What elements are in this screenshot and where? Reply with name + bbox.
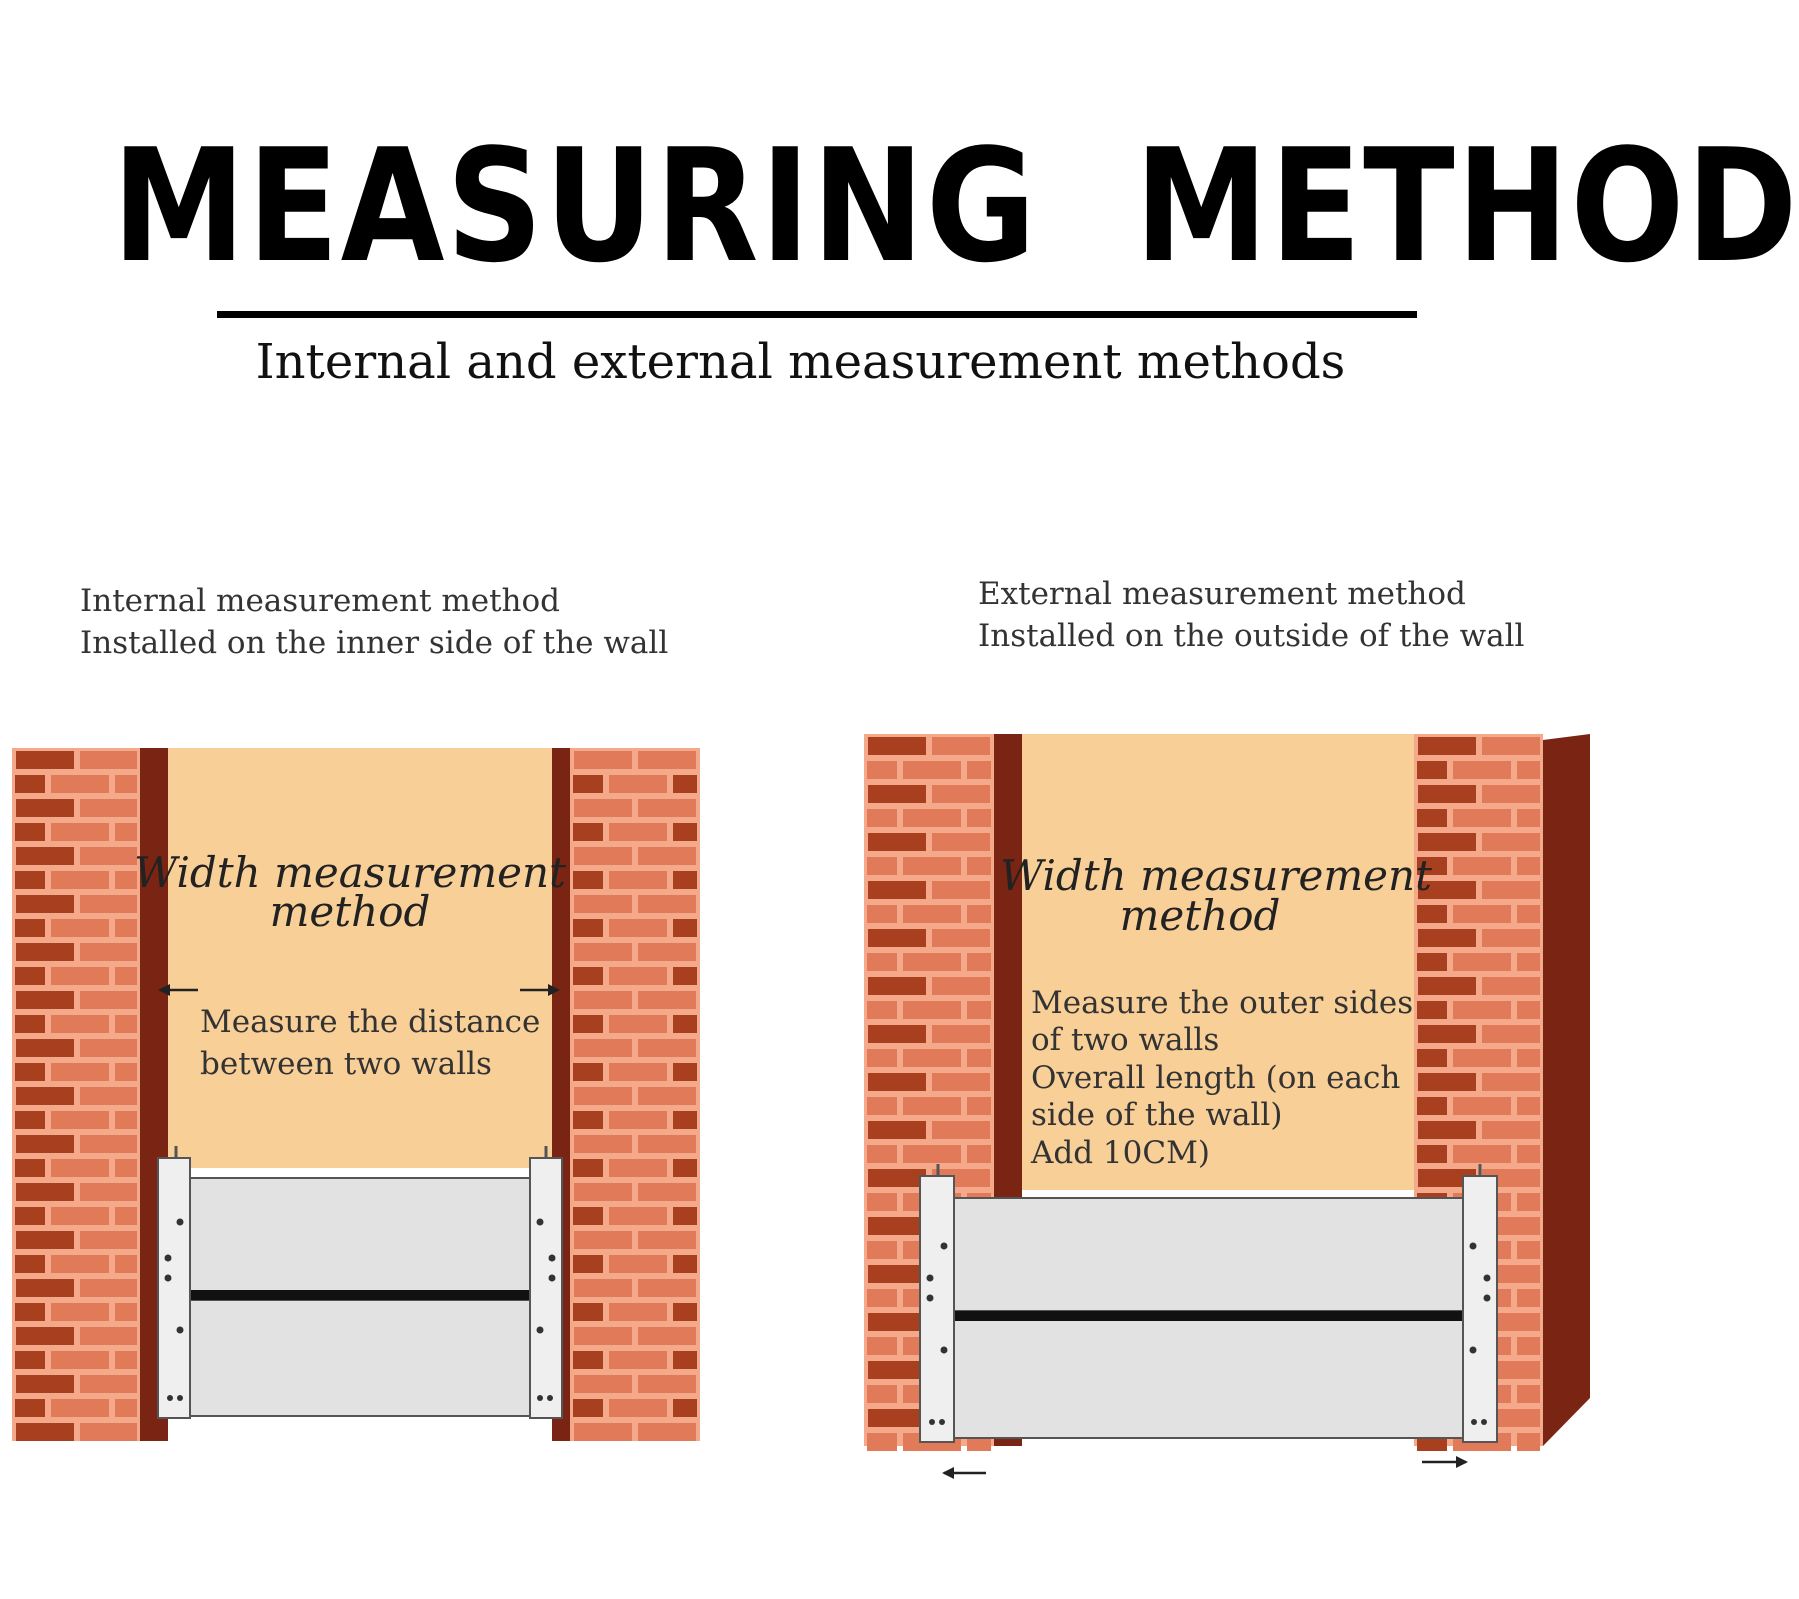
brick [673,1159,697,1177]
brick [868,881,926,899]
brick [15,1111,45,1129]
page-subtitle: Internal and external measurement methods [255,334,1346,390]
brick [868,1121,926,1139]
brick [80,1231,137,1249]
brick [80,799,137,817]
brick [115,1015,137,1033]
brick [573,1303,603,1321]
brick [15,1207,45,1225]
brick [1517,809,1540,827]
brick [1482,977,1540,995]
internal-note-line1: Measure the distance [200,1004,541,1040]
brick [903,1145,961,1163]
brick [1482,1073,1540,1091]
brick [867,1241,897,1259]
external-left-post [920,1164,954,1442]
brick [16,943,74,961]
brick [1453,905,1511,923]
brick [80,1375,137,1393]
brick [867,1337,897,1355]
brick [638,1423,696,1441]
brick [80,1135,137,1153]
brick [673,1207,697,1225]
brick [609,871,667,889]
brick [573,1351,603,1369]
brick [573,1063,603,1081]
brick [967,1049,991,1067]
brick [638,1183,696,1201]
brick [115,775,137,793]
brick [51,1303,109,1321]
brick [903,953,961,971]
internal-left-wall [12,748,140,1441]
brick [1453,1049,1511,1067]
brick [609,1351,667,1369]
brick [967,1001,991,1019]
brick [574,1423,632,1441]
brick [673,775,697,793]
brick [1517,1145,1540,1163]
brick [1517,761,1540,779]
brick [867,1097,897,1115]
brick [1417,953,1447,971]
brick [673,823,697,841]
brick [903,761,961,779]
brick [574,1135,632,1153]
brick [868,833,926,851]
brick [1517,857,1540,875]
brick [1418,1121,1476,1139]
brick [51,967,109,985]
brick [15,919,45,937]
brick [1482,1025,1540,1043]
external-note-line3: Overall length (on each [1031,1060,1401,1096]
brick [574,799,632,817]
brick [673,1063,697,1081]
brick [51,1351,109,1369]
brick [573,1255,603,1273]
internal-barrier-seal [188,1290,530,1300]
brick [1517,1385,1540,1403]
brick [1453,953,1511,971]
internal-opening [168,748,552,1168]
brick [574,847,632,865]
brick [1417,809,1447,827]
brick [574,1279,632,1297]
brick [638,1087,696,1105]
brick [15,871,45,889]
brick [80,991,137,1009]
brick [673,967,697,985]
external-heading-line2: method [1119,891,1281,940]
brick [51,1111,109,1129]
internal-right-post [530,1146,562,1418]
brick [51,775,109,793]
brick [903,809,961,827]
brick [80,847,137,865]
brick [1417,761,1447,779]
brick [80,1087,137,1105]
brick [868,1265,926,1283]
brick [868,1217,926,1235]
brick [573,1015,603,1033]
brick [574,991,632,1009]
brick [868,1409,926,1427]
page-title: MEASURING METHOD [112,115,1799,297]
brick [1418,1073,1476,1091]
brick [115,1063,137,1081]
brick [868,1073,926,1091]
brick [574,1087,632,1105]
brick [673,1111,697,1129]
brick [609,1303,667,1321]
brick [51,823,109,841]
brick [967,1145,991,1163]
brick [638,943,696,961]
brick [574,943,632,961]
brick [867,1385,897,1403]
brick [638,1135,696,1153]
brick [903,1097,961,1115]
brick [1453,1145,1511,1163]
brick [51,1159,109,1177]
brick [51,1063,109,1081]
brick [903,857,961,875]
brick [15,823,45,841]
brick [1453,761,1511,779]
brick [574,751,632,769]
brick [638,991,696,1009]
brick [80,943,137,961]
brick [868,929,926,947]
brick [115,967,137,985]
brick [80,1279,137,1297]
brick [1517,1433,1540,1451]
brick [15,1015,45,1033]
brick [868,785,926,803]
brick [115,823,137,841]
brick [15,1351,45,1369]
external-right-wall-side [1543,734,1590,1446]
brick [1517,905,1540,923]
brick [1453,1097,1511,1115]
brick [867,953,897,971]
brick [932,1025,990,1043]
brick [1517,1289,1540,1307]
brick [967,857,991,875]
brick [1417,1001,1447,1019]
brick [609,1111,667,1129]
external-right-post [1463,1164,1497,1442]
brick [115,1111,137,1129]
brick [932,737,990,755]
brick [1482,737,1540,755]
brick [967,761,991,779]
brick [609,967,667,985]
brick [80,751,137,769]
brick [1417,1145,1447,1163]
brick [16,1135,74,1153]
external-note-line5: Add 10CM) [1031,1135,1210,1171]
brick [15,775,45,793]
brick [1418,833,1476,851]
brick [15,1303,45,1321]
brick [867,761,897,779]
brick [16,1423,74,1441]
brick [16,847,74,865]
brick [609,1255,667,1273]
internal-barrier-panel-lower [188,1300,530,1416]
brick [51,1015,109,1033]
brick [574,1039,632,1057]
brick [573,1111,603,1129]
brick [867,905,897,923]
brick [1517,1001,1540,1019]
brick [609,1399,667,1417]
brick [574,895,632,913]
brick [573,967,603,985]
brick [1417,1097,1447,1115]
brick [609,919,667,937]
brick [932,977,990,995]
brick [867,1049,897,1067]
external-caption-line1: External measurement method [978,576,1466,612]
brick [573,775,603,793]
brick [1418,737,1476,755]
brick [115,1303,137,1321]
brick [609,823,667,841]
external-barrier-panel-lower [953,1320,1463,1438]
brick [51,1399,109,1417]
brick [609,1159,667,1177]
brick [967,905,991,923]
brick [867,1433,897,1451]
brick [932,881,990,899]
brick [1418,929,1476,947]
external-left-arrow [942,1467,986,1479]
brick [115,1399,137,1417]
internal-caption-line2: Installed on the inner side of the wall [80,625,669,661]
brick [15,967,45,985]
brick [1517,1097,1540,1115]
brick [673,1303,697,1321]
brick [932,833,990,851]
brick [868,1313,926,1331]
brick [1517,1049,1540,1067]
brick [638,847,696,865]
brick [1453,1001,1511,1019]
brick [867,1289,897,1307]
brick [1517,1193,1540,1211]
brick [574,1183,632,1201]
external-barrier-seal [953,1311,1463,1321]
brick [967,1097,991,1115]
brick [673,919,697,937]
brick [574,1327,632,1345]
brick [868,1025,926,1043]
brick [932,1121,990,1139]
brick [932,929,990,947]
internal-heading-line2: method [269,887,431,936]
brick [115,1159,137,1177]
brick [638,895,696,913]
brick [609,775,667,793]
brick [1517,953,1540,971]
external-caption-line2: Installed on the outside of the wall [978,618,1525,654]
brick [638,1327,696,1345]
external-right-arrow [1422,1456,1468,1468]
brick [673,1255,697,1273]
brick [932,785,990,803]
brick [573,919,603,937]
internal-caption-line1: Internal measurement method [80,583,561,619]
brick [115,1351,137,1369]
brick [673,1399,697,1417]
brick [867,1145,897,1163]
brick [16,1375,74,1393]
brick [1418,785,1476,803]
external-heading-line1: Width measurement [1000,851,1432,900]
brick [868,737,926,755]
brick [1482,929,1540,947]
brick [51,1255,109,1273]
brick [1517,1241,1540,1259]
brick [609,1015,667,1033]
internal-barrier-panel-upper [188,1178,530,1294]
brick [16,991,74,1009]
brick [15,1159,45,1177]
brick [1417,905,1447,923]
external-note-line2: of two walls [1031,1022,1220,1058]
brick [638,799,696,817]
brick [609,1063,667,1081]
external-barrier-panel-upper [953,1198,1463,1311]
brick [638,1279,696,1297]
brick [80,1327,137,1345]
brick [15,1399,45,1417]
internal-heading-line1: Width measurement [134,848,566,897]
brick [51,919,109,937]
brick [115,1207,137,1225]
brick [115,919,137,937]
brick [115,1255,137,1273]
brick [1482,1121,1540,1139]
brick [868,1361,926,1379]
brick [80,895,137,913]
brick [638,1231,696,1249]
brick [867,809,897,827]
brick [868,977,926,995]
brick [1453,809,1511,827]
brick [903,905,961,923]
brick [673,1015,697,1033]
brick [80,1423,137,1441]
brick [1418,977,1476,995]
brick [673,871,697,889]
brick [867,1193,897,1211]
brick [903,1001,961,1019]
brick [51,871,109,889]
brick [16,799,74,817]
brick [15,1255,45,1273]
brick [16,1039,74,1057]
brick [574,1375,632,1393]
brick [638,1375,696,1393]
brick [1453,857,1511,875]
brick [573,823,603,841]
brick [573,871,603,889]
brick [1517,1337,1540,1355]
brick [1482,785,1540,803]
brick [609,1207,667,1225]
brick [51,1207,109,1225]
brick [867,1001,897,1019]
brick [673,1351,697,1369]
brick [80,1183,137,1201]
brick [15,1063,45,1081]
brick [967,953,991,971]
internal-note-line2: between two walls [200,1046,492,1082]
brick [903,1049,961,1067]
brick [1417,1049,1447,1067]
brick [574,1231,632,1249]
brick [573,1207,603,1225]
brick [573,1159,603,1177]
internal-right-wall [570,748,700,1441]
brick [573,1399,603,1417]
brick [967,809,991,827]
brick [16,1231,74,1249]
external-note-line1: Measure the outer sides [1031,985,1414,1021]
brick [16,751,74,769]
brick [16,1087,74,1105]
brick [1418,1025,1476,1043]
brick [867,857,897,875]
brick [1482,881,1540,899]
brick [868,1169,926,1187]
brick [932,1073,990,1091]
external-note-line4: side of the wall) [1031,1097,1283,1133]
brick [1482,833,1540,851]
brick [16,1327,74,1345]
internal-left-post [158,1146,190,1418]
brick [16,1279,74,1297]
brick [638,1039,696,1057]
brick [16,895,74,913]
brick [638,751,696,769]
brick [16,1183,74,1201]
brick [80,1039,137,1057]
